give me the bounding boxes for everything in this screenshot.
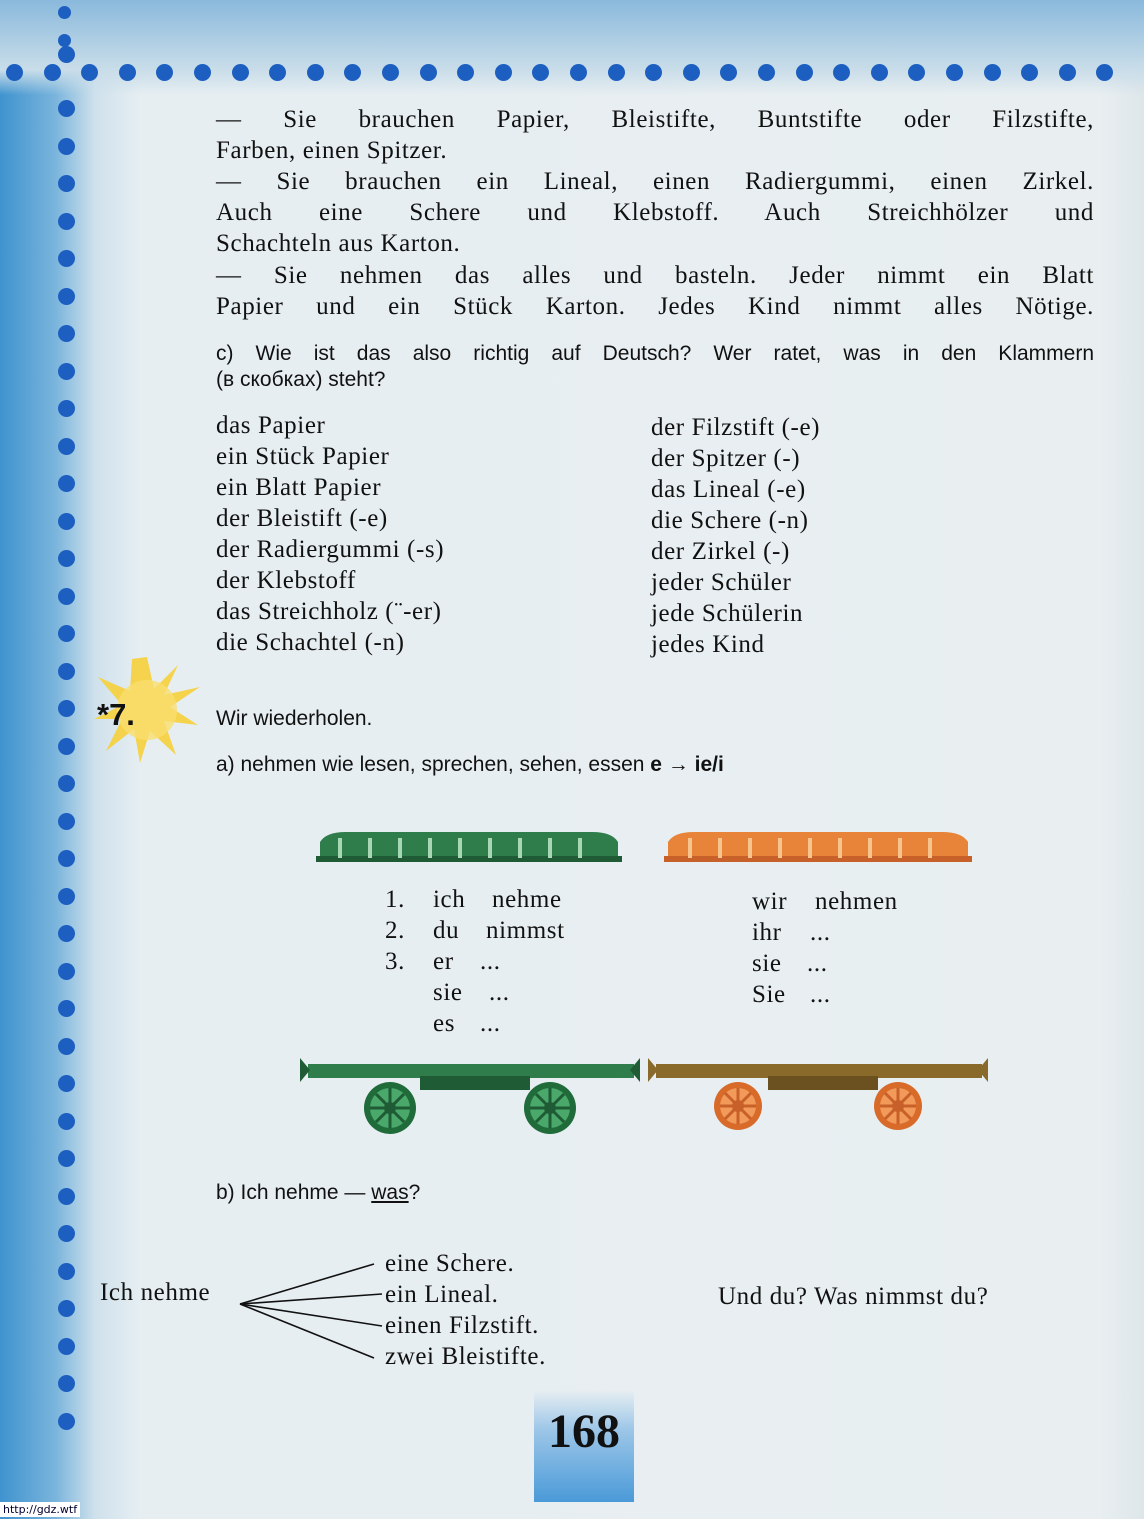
vocab-item: jede Schülerin: [651, 600, 804, 627]
conj-verb: nehme: [492, 886, 562, 913]
conj-pronoun: ich: [433, 886, 466, 913]
vocab-item: ein Stück Papier: [216, 443, 390, 470]
dialog-2-line-2: Auch eine Schere und Klebstoff. Auch Streichhölzer und: [216, 199, 1094, 226]
border-dot: [58, 138, 75, 155]
border-dot: [58, 100, 75, 117]
border-dot: [58, 1038, 75, 1055]
border-dot: [58, 663, 75, 680]
task-a: [216, 753, 724, 777]
border-dot: [608, 64, 625, 81]
vocab-item: jeder Schüler: [651, 569, 792, 596]
conj-verb: nimmst: [486, 917, 565, 944]
vocab-item: der Klebstoff: [216, 567, 356, 594]
border-dot: [307, 64, 324, 81]
vocab-item: der Filzstift (-e): [651, 414, 821, 441]
task-b: [216, 1181, 420, 1205]
border-dot: [58, 1000, 75, 1017]
vocab-item: der Spitzer (-): [651, 445, 801, 472]
border-dot: [58, 588, 75, 605]
conj-pronoun: es: [433, 1010, 456, 1037]
border-dot: [58, 1150, 75, 1167]
border-dot: [232, 64, 249, 81]
vocab-item: der Radiergummi (-s): [216, 536, 445, 563]
border-dot: [1096, 64, 1113, 81]
border-dot: [645, 64, 662, 81]
border-dot: [58, 1375, 75, 1392]
task-c-line-2: (в скобках) steht?: [216, 368, 386, 391]
border-dot: [156, 64, 173, 81]
border-dot: [457, 64, 474, 81]
vocab-item: das Lineal (-e): [651, 476, 806, 503]
border-dot: [683, 64, 700, 81]
border-dot: [758, 64, 775, 81]
border-dot: [58, 1338, 75, 1355]
border-dot: [58, 550, 75, 567]
border-dot: [58, 513, 75, 530]
conj-pronoun: wir: [752, 888, 788, 915]
border-dot: [58, 925, 75, 942]
border-dot: [420, 64, 437, 81]
conj-num: 2.: [385, 917, 405, 944]
ending-item: zwei Bleistifte.: [385, 1343, 546, 1370]
conj-pronoun: sie: [752, 950, 782, 977]
conj-pronoun: du: [433, 917, 460, 944]
border-dot: [58, 850, 75, 867]
vocab-item: der Bleistift (-e): [216, 505, 388, 532]
border-dot: [58, 325, 75, 342]
border-dot: [532, 64, 549, 81]
vocab-item: jedes Kind: [651, 631, 765, 658]
dialog-1-line-2: Farben, einen Spitzer.: [216, 137, 448, 164]
border-dot: [1059, 64, 1076, 81]
conj-verb: ...: [480, 948, 501, 975]
task-b-suffix: ?: [408, 1181, 421, 1204]
border-dot: [58, 1113, 75, 1130]
dialog-3-line-1: — Sie nehmen das alles und basteln. Jeder nimmt ein Blatt: [216, 262, 1094, 289]
dialog-2-line-1: — Sie brauchen ein Lineal, einen Radiergummi, einen Zirkel.: [216, 168, 1094, 195]
border-dot: [194, 64, 211, 81]
conj-pronoun: Sie: [752, 981, 786, 1008]
vocab-item: das Papier: [216, 412, 326, 439]
border-dot: [382, 64, 399, 81]
rule-to: ie/i: [694, 753, 724, 776]
border-dot: [796, 64, 813, 81]
task-a-text: a) nehmen wie lesen, sprechen, sehen, essen: [216, 753, 645, 776]
task-b-prefix: b) Ich nehme —: [216, 1181, 366, 1204]
ending-item: einen Filzstift.: [385, 1312, 540, 1339]
green-wagon-icon: [316, 826, 622, 864]
border-dot: [58, 1188, 75, 1205]
border-dot: [58, 475, 75, 492]
page-number-text: 168: [548, 1405, 620, 1458]
border-dot: [833, 64, 850, 81]
border-dot: [720, 64, 737, 81]
ending-item: ein Lineal.: [385, 1281, 499, 1308]
border-dot: [946, 64, 963, 81]
vocab-item: ein Blatt Papier: [216, 474, 382, 501]
dialog-2-line-3: Schachteln aus Karton.: [216, 230, 461, 257]
arrow-icon: →: [667, 753, 689, 776]
conj-verb: ...: [807, 950, 828, 977]
border-dot: [58, 400, 75, 417]
border-dot: [58, 1413, 75, 1430]
border-dot: [58, 963, 75, 980]
rule-from: e: [650, 753, 662, 776]
border-dot: [58, 813, 75, 830]
border-dot: [58, 1075, 75, 1092]
watermark: http://gdz.wtf: [0, 1502, 80, 1517]
conj-pronoun: sie: [433, 979, 463, 1006]
border-dot: [44, 64, 61, 81]
border-dot: [58, 1225, 75, 1242]
conj-verb: ...: [480, 1010, 501, 1037]
border-dot: [58, 438, 75, 455]
conj-pronoun: er: [433, 948, 454, 975]
border-dot: [58, 738, 75, 755]
border-dot: [81, 64, 98, 81]
border-dot: [1021, 64, 1038, 81]
conj-num: 1.: [385, 886, 405, 913]
border-dot: [58, 6, 71, 19]
orange-wheels-icon: [648, 1056, 988, 1140]
conj-verb: ...: [810, 919, 831, 946]
vocab-item: der Zirkel (-): [651, 538, 790, 565]
border-dot: [58, 175, 75, 192]
und-du-question: Und du? Was nimmst du?: [718, 1283, 989, 1310]
border-dot: [871, 64, 888, 81]
page-number: [534, 1390, 634, 1502]
vocab-item: die Schachtel (-n): [216, 629, 405, 656]
border-dot: [58, 700, 75, 717]
border-dot: [58, 288, 75, 305]
task-b-question: was: [371, 1181, 409, 1204]
ich-nehme-stem: Ich nehme: [100, 1279, 211, 1306]
dialog-3-line-2: Papier und ein Stück Karton. Jedes Kind nimmt alles Nötige.: [216, 293, 1094, 320]
branch-lines: [238, 1258, 388, 1368]
ending-item: eine Schere.: [385, 1250, 515, 1277]
border-dot: [58, 888, 75, 905]
border-dot: [984, 64, 1001, 81]
border-dot: [58, 775, 75, 792]
dialog-1-line-1: — Sie brauchen Papier, Bleistifte, Buntstifte oder Filzstifte,: [216, 106, 1094, 133]
border-dot: [58, 34, 71, 47]
exercise-number: *7.: [97, 697, 135, 732]
orange-wagon-icon: [664, 828, 972, 864]
task-c-line-1: c) Wie ist das also richtig auf Deutsch? Wer ratet, was in den Klammern: [216, 342, 1094, 365]
top-band: [0, 0, 1144, 95]
conj-verb: nehmen: [815, 888, 898, 915]
border-dot: [58, 625, 75, 642]
conj-verb: ...: [810, 981, 831, 1008]
green-wheels-icon: [300, 1056, 640, 1140]
border-dot: [269, 64, 286, 81]
border-dot: [908, 64, 925, 81]
border-dot: [570, 64, 587, 81]
conj-pronoun: ihr: [752, 919, 782, 946]
border-dot: [6, 64, 23, 81]
border-dot: [58, 213, 75, 230]
border-dot: [344, 64, 361, 81]
conj-num: 3.: [385, 948, 405, 975]
border-dot: [119, 64, 136, 81]
exercise-title: Wir wiederholen.: [216, 707, 373, 730]
border-dot: [58, 1263, 75, 1280]
border-dot: [58, 250, 75, 267]
border-dot: [495, 64, 512, 81]
conj-verb: ...: [489, 979, 510, 1006]
vocab-item: das Streichholz (¨-er): [216, 598, 442, 625]
border-dot: [58, 46, 75, 63]
border-dot: [58, 363, 75, 380]
vocab-item: die Schere (-n): [651, 507, 809, 534]
border-dot: [58, 1300, 75, 1317]
